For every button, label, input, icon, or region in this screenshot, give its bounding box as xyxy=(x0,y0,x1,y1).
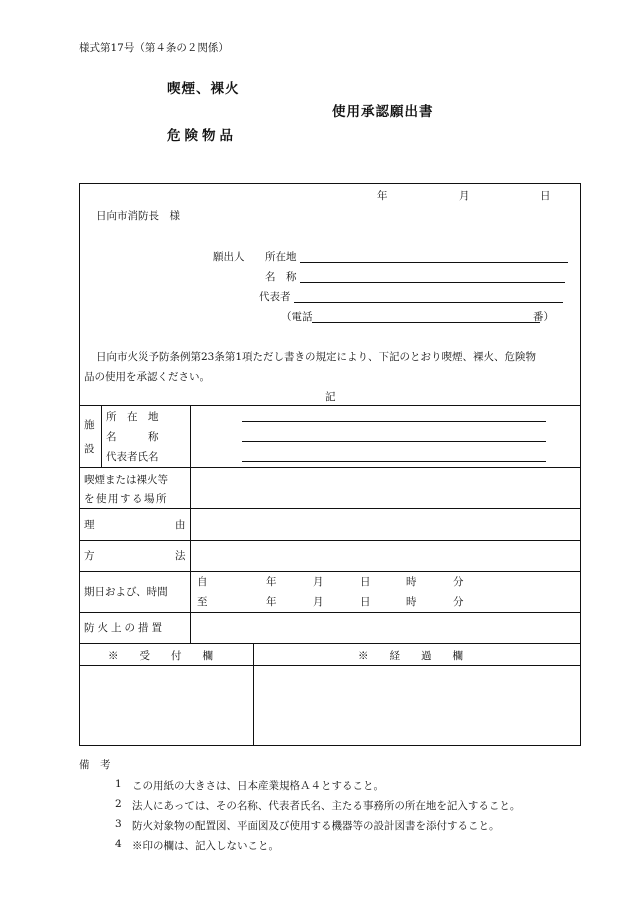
period-label: 期日および、時間 xyxy=(84,586,168,598)
place-label-1: 喫煙または裸火等 xyxy=(84,474,168,486)
note-number: 4 xyxy=(115,838,122,850)
applicant-rep-line[interactable] xyxy=(294,302,563,303)
reason-label-left: 理 xyxy=(84,519,95,531)
note-number: 1 xyxy=(115,778,122,790)
facility-label-1: 施 xyxy=(84,419,95,431)
table-line xyxy=(79,571,581,572)
table-line xyxy=(79,405,581,406)
applicant-address-line[interactable] xyxy=(300,262,568,263)
period-to: 至 xyxy=(197,596,208,608)
facility-label-2: 設 xyxy=(84,443,95,455)
period-from-hour: 時 xyxy=(406,576,417,588)
applicant-rep-label: 代表者 xyxy=(259,291,291,303)
reception-header: ※ 受 付 欄 xyxy=(108,650,213,662)
period-from-day: 日 xyxy=(360,576,371,588)
date-year: 年 xyxy=(377,190,388,202)
phone-open: （電話 xyxy=(281,311,313,323)
period-to-hour: 時 xyxy=(406,596,417,608)
period-to-minute: 分 xyxy=(453,596,464,608)
period-to-year: 年 xyxy=(266,596,277,608)
applicant-label: 願出人 xyxy=(213,251,245,263)
progress-field xyxy=(254,666,580,745)
facility-address-line[interactable] xyxy=(242,421,546,422)
period-from-month: 月 xyxy=(313,576,324,588)
phone-line[interactable] xyxy=(312,322,540,323)
fire-measures-field[interactable] xyxy=(191,613,580,643)
facility-name-line[interactable] xyxy=(242,441,546,442)
applicant-address-label: 所在地 xyxy=(265,251,297,263)
addressee: 日向市消防長 様 xyxy=(96,210,180,222)
reception-field xyxy=(80,666,252,745)
note-text: この用紙の大きさは、日本産業規格Ａ４とすること。 xyxy=(132,780,384,792)
fire-measures-label: 防火上の措置 xyxy=(84,622,165,634)
form-number: 様式第17号（第４条の２関係） xyxy=(79,42,229,54)
place-field[interactable] xyxy=(191,468,580,508)
method-field[interactable] xyxy=(191,541,580,571)
period-from-year: 年 xyxy=(266,576,277,588)
body-text-1: 日向市火災予防条例第23条第1項ただし書きの規定により、下記のとおり喫煙、裸火、危険物 xyxy=(96,351,537,363)
method-label-left: 方 xyxy=(84,550,95,562)
facility-name-label: 名 称 xyxy=(106,431,159,443)
applicant-name-label: 名 称 xyxy=(265,271,297,283)
reason-label-right: 由 xyxy=(175,519,186,531)
title-line1: 喫煙、裸火 xyxy=(167,81,240,97)
facility-rep-label: 代表者氏名 xyxy=(106,451,159,463)
date-month: 月 xyxy=(459,190,470,202)
note-number: 2 xyxy=(115,798,122,810)
period-to-month: 月 xyxy=(313,596,324,608)
facility-address-label: 所 在 地 xyxy=(106,411,159,423)
ki-label: 記 xyxy=(325,391,336,403)
body-text-2: 品の使用を承認ください。 xyxy=(84,371,210,383)
period-to-day: 日 xyxy=(360,596,371,608)
note-number: 3 xyxy=(115,818,122,830)
place-label-2: を使用する場所 xyxy=(84,493,168,505)
period-from-minute: 分 xyxy=(453,576,464,588)
note-text: ※印の欄は、記入しないこと。 xyxy=(132,840,279,852)
notes-heading: 備 考 xyxy=(79,759,111,771)
facility-rep-line[interactable] xyxy=(242,461,546,462)
progress-header: ※ 経 過 欄 xyxy=(358,650,463,662)
title-line2: 危険物品 xyxy=(167,128,237,144)
method-label-right: 法 xyxy=(175,550,186,562)
table-line xyxy=(79,643,581,644)
phone-close: 番） xyxy=(533,311,554,323)
note-text: 法人にあっては、その名称、代表者氏名、主たる事務所の所在地を記入すること。 xyxy=(132,800,521,812)
date-day: 日 xyxy=(540,190,551,202)
reason-field[interactable] xyxy=(191,509,580,540)
period-from: 自 xyxy=(197,576,208,588)
note-text: 防火対象物の配置図、平面図及び使用する機器等の設計図書を添付すること。 xyxy=(132,820,500,832)
table-line xyxy=(101,405,102,467)
title-suffix: 使用承認願出書 xyxy=(332,104,434,120)
applicant-name-line[interactable] xyxy=(300,282,565,283)
